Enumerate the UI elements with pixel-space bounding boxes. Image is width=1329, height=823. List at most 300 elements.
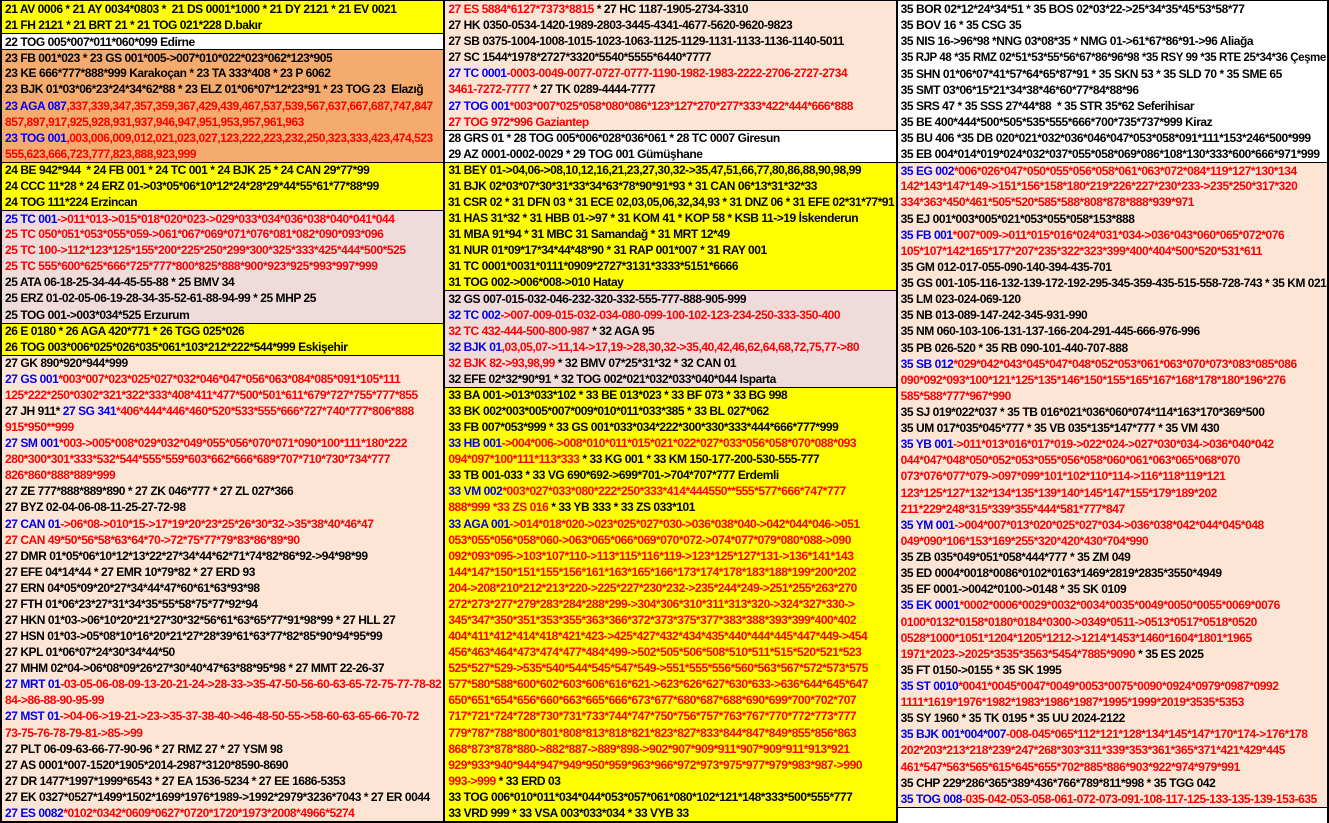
- table-row: [445, 65, 895, 81]
- table-row: [898, 565, 1327, 581]
- plate-segment: 31 BEY 01->04,06->08,10,12,16,21,23,27,30,32->35,47,51,66,77,80,86,88,90,98,99: [448, 163, 862, 178]
- table-row: [2, 1, 443, 17]
- table-row: [898, 323, 1327, 339]
- plate-segment: 33 TB 001-033 * 33 VG 690*692->699*701->704*707*777 Erdemli: [448, 468, 779, 483]
- plate-entry-text: [5, 629, 382, 643]
- table-row: [2, 516, 443, 532]
- plate-segment: 25 TC 001: [5, 211, 57, 226]
- table-row: [2, 290, 443, 306]
- plate-entry-text: [901, 453, 1240, 467]
- plate-segment: *003*027*033*080*222*250*333*414*444550**555*577*666*747*777: [502, 484, 846, 499]
- table-row: [898, 533, 1327, 549]
- plate-entry-text: [5, 533, 300, 547]
- table-row: [2, 789, 443, 805]
- plate-segment: 35 CHP 229*286*365*389*436*766*789*811*998 * 35 TGG 042: [900, 775, 1216, 790]
- table-row: [445, 532, 895, 548]
- table-row: [2, 387, 443, 403]
- table-row: [445, 708, 895, 724]
- table-row: [2, 612, 443, 628]
- table-row: [2, 226, 443, 242]
- plate-entry-text: [448, 693, 856, 707]
- table-row: [445, 274, 895, 290]
- plate-entry-text: [448, 436, 856, 450]
- plate-segment: 35 BJK 001*004*007: [900, 727, 1006, 742]
- plate-segment: 25 TOG 001->003*034*525 Erzurum: [5, 307, 190, 322]
- plate-entry-text: [5, 565, 255, 579]
- table-row: [445, 33, 895, 49]
- table-row: [898, 1, 1327, 17]
- plate-entry-text: [5, 806, 354, 820]
- plate-segment: 1971*2023->2025*3535*3563*5454*7885*9090: [900, 646, 1136, 661]
- table-row: [445, 194, 895, 210]
- plate-entry-text: [448, 533, 851, 547]
- plate-entry-text: [448, 227, 729, 241]
- table-row: [445, 355, 895, 371]
- plate-entry-text: [448, 677, 868, 691]
- plate-segment: 105*107*142*165*177*207*235*322*323*399*400*404*500*520*531*611: [900, 243, 1263, 258]
- table-row: [2, 805, 443, 821]
- plate-entry-text: [5, 790, 430, 804]
- plate-entry-text: [901, 308, 1088, 322]
- plate-segment: * 33 YB 333 * 33 ZS 033*101: [548, 500, 695, 515]
- plate-entry-text: [448, 163, 861, 177]
- table-row: [898, 243, 1327, 259]
- plate-segment: 29 AZ 0001-0002-0029 * 29 TOG 001 Gümüşhane: [448, 146, 703, 161]
- table-row: [898, 452, 1327, 468]
- table-row: [2, 17, 443, 33]
- plate-segment: 142*143*147*149->151*156*158*180*219*226*227*230*233->235*250*317*320: [900, 179, 1298, 194]
- table-row: [2, 628, 443, 644]
- plate-segment: 044*047*048*050*052*053*055*056*058*060*061*063*065*068*070: [900, 453, 1240, 468]
- table-row: [2, 114, 443, 130]
- table-row: [2, 451, 443, 467]
- plate-segment: * 33 ERD 03: [495, 773, 561, 788]
- plate-entry-text: [5, 452, 390, 466]
- table-row: [898, 807, 1327, 823]
- plate-segment: 35 SRS 47 * 35 SSS 27*44*88 * 35 STR 35*62 Seferihisar: [900, 98, 1195, 113]
- table-row: [445, 114, 895, 130]
- plate-segment: 25 ERZ 01-02-05-06-19-28-34-35-52-61-88-94-99 * 25 MHP 25: [5, 291, 316, 306]
- table-row: [445, 1, 895, 17]
- table-row: [2, 339, 443, 355]
- table-row: [2, 258, 443, 274]
- plate-segment: 31 CSR 02 * 31 DFN 03 * 31 ECE 02,03,05,06,32,34,93 * 31 DNZ 06 * 31 EFE 02*31*77*91: [448, 194, 895, 209]
- table-row: [2, 403, 443, 419]
- plate-segment: ,03,05,07->11,14->17,19->28,30,32->35,40,42,46,62,64,68,72,75,77->80: [501, 339, 860, 354]
- plate-segment: 31 TC 0001*0031*0111*0909*2727*3131*3333*5151*6666: [448, 259, 739, 274]
- plate-segment: 27 TC 0001: [448, 66, 507, 81]
- table-row: [898, 662, 1327, 678]
- table-row: [898, 307, 1327, 323]
- plate-entry-text: [448, 500, 695, 514]
- table-row: [445, 483, 895, 499]
- table-row: [2, 467, 443, 483]
- plate-segment: ,003,006,009,012,021,023,027,123,222,223,232,250,323,333,423,474,523: [66, 130, 433, 145]
- table-row: [445, 612, 895, 628]
- plate-segment: 31 BJK 02*03*07*30*31*33*34*63*78*90*91*93 * 31 CAN 06*13*31*32*33: [448, 178, 817, 193]
- plate-segment: 35 EJ 001*003*005*021*053*055*058*153*888: [900, 211, 1135, 226]
- plate-segment: 27 GS 001: [5, 371, 59, 386]
- table-row: [445, 741, 895, 757]
- plate-segment: *406*444*446*460*520*533*555*666*727*740*777*806*888: [116, 403, 414, 418]
- table-row: [445, 596, 895, 612]
- plate-entry-text: [901, 164, 1297, 178]
- plate-entry-text: [5, 742, 282, 756]
- table-row: [898, 356, 1327, 372]
- plate-entry-text: [901, 34, 1253, 48]
- plate-entry-text: [901, 550, 1131, 564]
- plate-segment: 33 VM 002: [448, 484, 503, 499]
- table-row: [898, 791, 1327, 807]
- table-row: [2, 146, 443, 162]
- plate-segment: 31 TOG 002->006*008->010 Hatay: [448, 275, 624, 290]
- plate-segment: *0002*0006*0029*0032*0034*0035*0049*0050*0055*0069*0076: [959, 598, 1280, 613]
- table-row: [2, 435, 443, 451]
- plate-segment: 1111*1619*1976*1982*1983*1986*1987*1995*1999*2019*3535*5353: [900, 695, 1244, 710]
- plate-segment: 35 LM 023-024-069-120: [900, 292, 1021, 307]
- plate-entry-text: [5, 549, 368, 563]
- table-row: [898, 710, 1327, 726]
- plate-entry-text: [5, 677, 441, 691]
- plate-segment: 24 TOG 111*224 Erzincan: [5, 194, 138, 209]
- plate-segment: 27 BYZ 02-04-06-08-11-25-27-72-98: [5, 500, 186, 515]
- plate-segment: 090*092*093*100*121*125*135*146*150*155*165*167*168*178*180*196*276: [900, 372, 1286, 387]
- plate-segment: 35 RJP 48 *35 RMZ 02*51*53*55*56*67*86*96*98 *35 RSY 99 *35 RTE 25*34*36 Çeşme: [900, 50, 1326, 65]
- plate-segment: ->011*013->015*018*020*023->029*033*034*036*038*040*041*044: [56, 211, 395, 226]
- plate-entry-text: [448, 468, 778, 482]
- plate-segment: 35 EB 004*014*019*024*032*037*055*058*069*086*108*130*333*600*666*971*999: [900, 147, 1320, 162]
- table-row: [898, 259, 1327, 275]
- plate-segment: 32 BJK 01: [448, 339, 502, 354]
- plate-entry-text: [5, 420, 74, 434]
- plate-entry-text: [901, 131, 1311, 145]
- table-row: [898, 485, 1327, 501]
- plate-entry-text: [5, 179, 379, 193]
- plate-segment: 35 SB 012: [900, 356, 954, 371]
- plate-entry-text: [448, 629, 867, 643]
- plate-entry-text: [901, 83, 1139, 97]
- table-row: [2, 81, 443, 97]
- plate-segment: 84->86-88-90-95-99: [5, 693, 104, 708]
- plate-segment: 27 PLT 06-09-63-66-77-90-96 * 27 RMZ 27 * 27 YSM 98: [5, 741, 283, 756]
- plate-entry-text: [448, 742, 849, 756]
- plate-segment: 24 CCC 11*28 * 24 ERZ 01->03*05*06*10*12*24*28*29*44*55*61*77*88*99: [5, 178, 379, 193]
- plate-entry-text: [448, 18, 792, 32]
- plate-entry-text: [901, 373, 1286, 387]
- plate-entry-text: [5, 308, 189, 322]
- plate-segment: 23 TOG 001: [5, 130, 67, 145]
- plate-segment: 27 TOG 001: [448, 98, 510, 113]
- plate-entry-text: [901, 615, 1257, 629]
- plate-segment: 35 ST 0010: [900, 678, 959, 693]
- plate-segment: 31 HAS 31*32 * 31 HBB 01->97 * 31 KOM 41 * KOP 58 * KSB 11->19 İskenderun: [448, 211, 859, 226]
- plate-segment: 27 JH 911*: [5, 403, 63, 418]
- table-row: [445, 130, 895, 146]
- plate-segment: 32 TC 002: [448, 307, 501, 322]
- plate-segment: 650*651*654*656*660*663*665*666*673*677*680*687*688*690*699*700*702*707: [448, 693, 857, 708]
- plate-segment: 27 CAN 01: [5, 516, 61, 531]
- table-row: [898, 694, 1327, 710]
- plate-segment: 35 GS 001-105-116-132-139-172-192-295-345-359-435-515-558-728-743 * 35 KM 021: [900, 276, 1326, 291]
- plate-entry-text: [448, 147, 702, 161]
- plate-segment: 33 VRD 999 * 33 VSA 003*033*034 * 33 VYB 33: [448, 805, 689, 820]
- plate-segment: 27 FTH 01*06*23*27*31*34*35*55*58*75*77*92*94: [5, 596, 258, 611]
- plate-entry-text: [448, 66, 847, 80]
- plate-segment: 27 ES 0082: [5, 805, 64, 820]
- plate-segment: * 27 HC 1187-1905-2734-3310: [593, 2, 749, 17]
- table-row: [898, 517, 1327, 533]
- table-row: [445, 323, 895, 339]
- plate-segment: 993->999: [448, 773, 496, 788]
- plate-segment: 049*090*106*153*169*255*320*420*430*704*990: [900, 533, 1149, 548]
- plate-segment: 25 TC 555*600*625*666*725*777*800*825*888*900*923*925*993*997*999: [5, 259, 378, 274]
- plate-segment: 27 SM 001: [5, 436, 59, 451]
- plate-segment: 857,897,917,925,928,931,937,946,947,951,953,957,961,963: [5, 114, 304, 129]
- plate-segment: 35 BU 406 *35 DB 020*021*032*036*046*047*053*058*091*111*153*246*500*999: [900, 130, 1311, 145]
- plate-segment: 125*222*250*0302*321*322*333*408*411*477*500*501*611*679*727*755*777*855: [5, 387, 418, 402]
- plate-segment: ->004*006->008*010*011*015*021*022*027*033*056*058*070*088*093: [501, 436, 857, 451]
- plate-entry-text: [901, 792, 1317, 806]
- table-row: [2, 660, 443, 676]
- table-row: [898, 291, 1327, 307]
- plate-entry-text: [5, 227, 383, 241]
- plate-entry-text: [5, 356, 128, 370]
- plate-segment: 35 SJ 019*022*037 * 35 TB 016*021*036*060*074*114*163*170*369*500: [900, 404, 1265, 419]
- plate-segment: 35 NM 060-103-106-131-137-166-204-291-445-666-976-996: [900, 324, 1200, 339]
- table-row: [898, 146, 1327, 162]
- plate-entry-text: [901, 276, 1326, 290]
- plate-segment: 33 BA 001->013*033*102 * 33 BE 013*023 * 33 BF 073 * 33 BG 998: [448, 388, 788, 403]
- table-row: [898, 227, 1327, 243]
- plate-segment: 717*721*724*728*730*731*733*744*747*750*756*757*763*767*770*772*773*777: [448, 709, 857, 724]
- plate-segment: 35 EG 002: [900, 163, 954, 178]
- plate-segment: 35 SMT 03*06*15*21*34*38*46*60*77*84*88*96: [900, 82, 1139, 97]
- plate-entry-text: [901, 518, 1264, 532]
- plate-segment: 25 TC 100->112*123*125*155*200*225*250*299*300*325*333*425*444*500*525: [5, 243, 406, 258]
- table-row: [445, 757, 895, 773]
- plate-segment: 35 ZB 035*049*051*058*444*777 * 35 ZM 049: [900, 550, 1131, 565]
- plate-segment: 868*873*878*880->882*887->889*898->902*907*909*911*907*909*911*913*921: [448, 741, 850, 756]
- table-row: [445, 339, 895, 355]
- plate-entry-text: [901, 502, 1125, 516]
- plate-entry-text: [448, 356, 736, 370]
- table-row: [2, 773, 443, 789]
- plate-entry-text: [5, 388, 418, 402]
- plate-entry-text: [901, 760, 1240, 774]
- plate-entry-text: [5, 597, 258, 611]
- plate-segment: 73-75-76-78-79-81->85->99: [5, 725, 143, 740]
- table-row: [898, 678, 1327, 694]
- plate-segment: ->04-06->19-21->23->35-37-38-40->46-48-50-55->58-60-63-65-66-70-72: [59, 709, 419, 724]
- table-row: [445, 210, 895, 226]
- plate-entry-text: [901, 663, 1062, 677]
- plate-segment: -035-042-053-058-061-072-073-091-108-117-125-133-135-139-153-635: [961, 791, 1317, 806]
- table-row: [445, 676, 895, 692]
- plate-segment: 35 ED 0004*0018*0086*0102*0163*1469*2819*2835*3550*4949: [900, 566, 1222, 581]
- plate-entry-text: [901, 776, 1216, 790]
- table-row: [898, 339, 1327, 355]
- plate-segment: 35 BOV 16 * 35 CSG 35: [900, 18, 1022, 33]
- plate-entry-text: [448, 517, 859, 531]
- table-row: [445, 692, 895, 708]
- plate-segment: 35 SHN 01*06*07*41*57*64*65*87*91 * 35 SKN 53 * 35 SLD 70 * 35 SME 65: [900, 66, 1282, 81]
- table-row: [445, 564, 895, 580]
- table-row: [2, 548, 443, 564]
- plate-entry-text: [448, 661, 868, 675]
- table-row: [445, 306, 895, 322]
- table-row: [898, 33, 1327, 49]
- table-row: [898, 388, 1327, 404]
- plate-entry-text: [901, 679, 1279, 693]
- plate-segment: 073*076*077*079->097*099*101*102*110*114->116*118*119*121: [900, 469, 1226, 484]
- plate-segment: -008-045*065*112*121*128*134*145*147*170*174->176*178: [1005, 727, 1308, 742]
- plate-entry-text: [448, 452, 819, 466]
- table-row: [2, 210, 443, 226]
- table-row: [898, 194, 1327, 210]
- table-row: [898, 162, 1327, 178]
- plate-segment: 21 FH 2121 * 21 BRT 21 * 21 TOG 021*228 D.bakır: [5, 18, 262, 33]
- plate-segment: 27 SB 0375-1004-1008-1015-1023-1063-1125-1129-1131-1133-1136-1140-5011: [448, 34, 844, 49]
- plate-entry-text: [5, 645, 175, 659]
- plate-entry-text: [448, 50, 711, 64]
- plate-entry-text: [5, 163, 369, 177]
- plate-segment: 094*097*100*111*113*333: [448, 452, 580, 467]
- plate-segment: *029*042*043*045*047*048*052*053*061*063*070*073*083*085*086: [953, 356, 1297, 371]
- plate-entry-text: [5, 2, 397, 16]
- plate-entry-text: [5, 372, 400, 386]
- plate-segment: 35 UM 017*035*045*777 * 35 VB 035*135*147*777 * 35 VM 430: [900, 421, 1220, 436]
- table-row: [445, 387, 895, 403]
- plate-entry-text: [901, 566, 1222, 580]
- table-row: [445, 97, 895, 113]
- plate-segment: 404*411*412*414*418*421*423->425*427*432*434*435*440*444*445*447*449->454: [448, 629, 868, 644]
- table-row: [898, 759, 1327, 775]
- plate-entry-text: [901, 437, 1274, 451]
- plate-entry-text: [448, 806, 688, 820]
- plate-segment: * 32 AGA 95: [589, 323, 655, 338]
- plate-entry-text: [901, 212, 1135, 226]
- plate-entry-text: [448, 613, 856, 627]
- table-row: [445, 17, 895, 33]
- table-row: [2, 274, 443, 290]
- plate-segment: 280*300*301*333*532*544*555*559*603*662*666*689*707*710*730*734*777: [5, 452, 390, 467]
- table-row: [898, 49, 1327, 65]
- plate-entry-text: [448, 726, 856, 740]
- plate-segment: ->004*007*013*020*025*027*034->036*038*042*044*045*048: [954, 517, 1264, 532]
- plate-entry-text: [901, 631, 1252, 645]
- table-row: [898, 775, 1327, 791]
- plate-entry-text: [901, 341, 1128, 355]
- plate-segment: 204->208*210*212*213*220->225*227*230*232->235*244*249->251*255*263*270: [448, 580, 857, 595]
- plate-segment: -0003-0049-0077-0727-0777-1190-1982-1983-2222-2706-2727-2734: [506, 66, 848, 81]
- table-row: [2, 371, 443, 387]
- plate-entry-text: [448, 211, 858, 225]
- plate-entry-text: [901, 486, 1217, 500]
- table-row: [445, 644, 895, 660]
- plate-segment: 33 FB 007*053*999 * 33 GS 001*033*034*222*300*330*333*444*666*777*999: [448, 420, 839, 435]
- plate-segment: 35 FB 001: [900, 227, 953, 242]
- plate-entry-text: [5, 340, 347, 354]
- plate-entry-text: [448, 292, 746, 306]
- table-row: [2, 757, 443, 773]
- plate-entry-text: [5, 259, 377, 273]
- table-row: [445, 725, 895, 741]
- plate-entry-text: [448, 404, 768, 418]
- plate-segment: 0100*0132*0158*0180*0184*0300->0349*0511->0513*0517*0518*0520: [900, 614, 1257, 629]
- plate-entry-text: [5, 51, 332, 65]
- plate-entry-text: [5, 758, 288, 772]
- plate-segment: 0528*1000*1051*1204*1205*1212->1214*1453*1460*1604*1801*1965: [900, 630, 1252, 645]
- plate-entry-text: [5, 291, 316, 305]
- plate-entry-text: [5, 115, 304, 129]
- plate-segment: 32 EFE 02*32*90*91 * 32 TOG 002*021*032*033*040*044 Isparta: [448, 371, 776, 386]
- table-row: [445, 371, 895, 387]
- table-row: [445, 499, 895, 515]
- plate-segment: ->007-009-015-032-034-080-099-100-102-123-234-250-333-350-400: [500, 307, 841, 322]
- table-row: [898, 17, 1327, 33]
- plate-segment: 35 GM 012-017-055-090-140-394-435-701: [900, 259, 1112, 274]
- plate-segment: 211*229*248*315*339*355*444*581*777*847: [900, 501, 1125, 516]
- plate-entry-text: [901, 99, 1194, 113]
- plate-entry-text: [901, 598, 1280, 612]
- plate-segment: 23 FB 001*023 * 23 GS 001*005->007*010*022*023*062*123*905: [5, 50, 333, 65]
- table-row: [445, 451, 895, 467]
- plate-segment: 35 NIS 16->96*98 *NNG 03*08*35 * NMG 01->61*67*86*91->96 Aliağa: [900, 34, 1254, 49]
- plate-entry-text: [448, 549, 853, 563]
- plate-entry-text: [901, 2, 1245, 16]
- plate-segment: 456*463*464*473*474*477*484*499->502*505*506*508*510*511*515*520*521*523: [448, 645, 862, 660]
- table-row: [445, 419, 895, 435]
- plate-entry-text: [901, 50, 1326, 64]
- table-row: [2, 194, 443, 210]
- plate-entry-text: [5, 66, 331, 80]
- plate-segment: 25 TC 050*051*053*055*059->061*067*069*071*076*081*082*090*093*096: [5, 227, 384, 242]
- plate-segment: 27 GK 890*920*944*999: [5, 356, 128, 371]
- plate-entry-text: [901, 695, 1244, 709]
- plate-segment: ->014*018*020->023*025*027*030->036*038*040->042*044*046->051: [509, 516, 860, 531]
- plate-entry-text: [901, 260, 1112, 274]
- plate-segment: 779*787*788*800*801*808*813*818*821*823*827*833*844*847*849*855*856*863: [448, 725, 857, 740]
- table-row: [2, 580, 443, 596]
- table-row: [445, 178, 895, 194]
- table-row: [898, 372, 1327, 388]
- plate-entry-text: [5, 709, 419, 723]
- plate-entry-text: [448, 243, 766, 257]
- plate-segment: 35 BOR 02*12*24*34*51 * 35 BOS 02*03*22->25*34*35*45*53*58*77: [900, 2, 1245, 17]
- plate-segment: *006*026*047*050*055*056*058*061*063*072*084*119*127*130*134: [953, 163, 1297, 178]
- plate-segment: 32 BJK 82->93,98,99: [448, 355, 555, 370]
- plate-entry-text: [901, 727, 1308, 741]
- plate-entry-text: [5, 147, 196, 161]
- plate-segment: 27 TOG 972*996 Gaziantep: [448, 114, 589, 129]
- plate-entry-text: [448, 790, 852, 804]
- table-row: [2, 741, 443, 757]
- plate-entry-text: [5, 99, 433, 113]
- plate-segment: 27 MRT 01: [5, 677, 61, 692]
- plate-entry-text: [448, 259, 738, 273]
- table-row: [2, 708, 443, 724]
- plate-segment: 35 FT 0150->0155 * 35 SK 1995: [900, 662, 1062, 677]
- table-row: [898, 65, 1327, 81]
- table-row: [445, 403, 895, 419]
- table-row: [445, 467, 895, 483]
- plate-entry-text: [5, 195, 137, 209]
- plate-entry-text: [448, 388, 787, 402]
- table-row: [898, 404, 1327, 420]
- plate-segment: 33 TOG 006*010*011*034*044*053*057*061*080*102*121*148*333*500*555*777: [448, 789, 853, 804]
- plate-segment: 35 EK 0001: [900, 598, 960, 613]
- table-row: [2, 483, 443, 499]
